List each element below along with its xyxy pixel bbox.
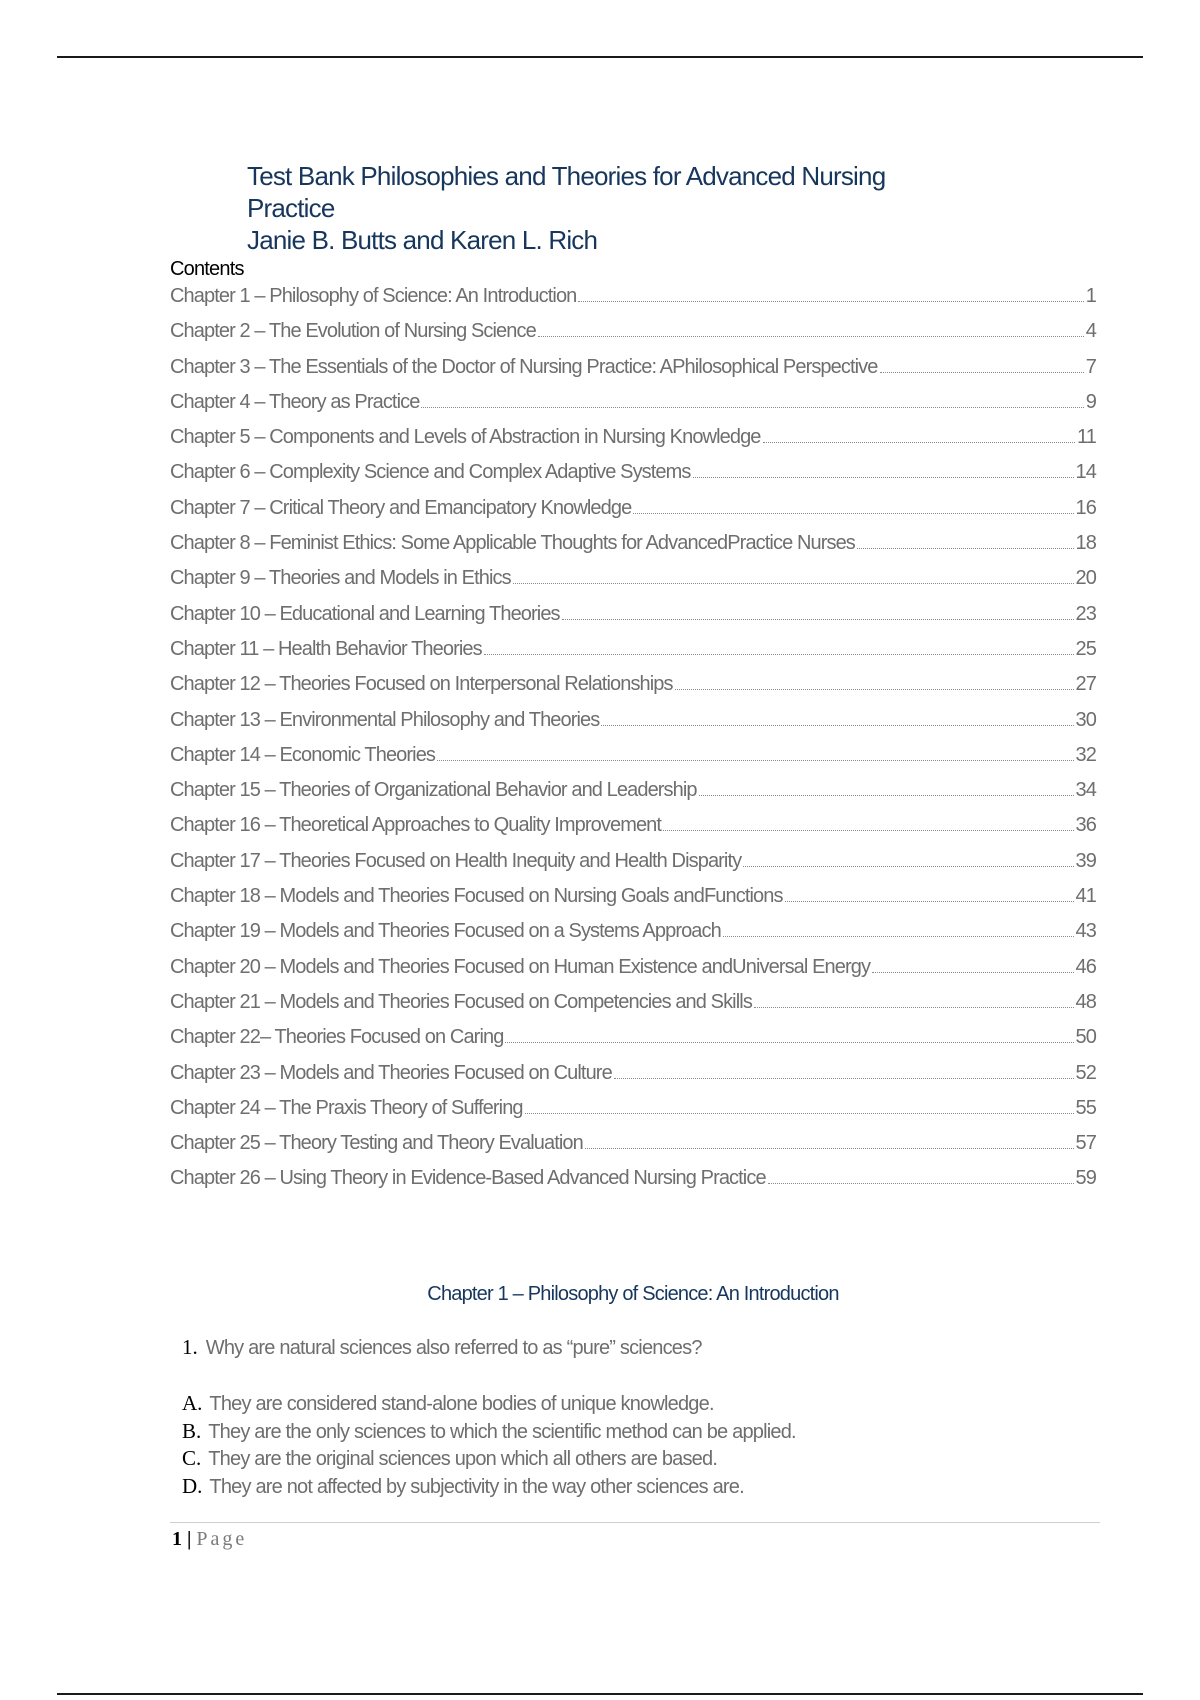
option-letter: D. xyxy=(182,1473,203,1498)
toc-entry-title: Chapter 15 – Theories of Organizational Behavior and Leadership xyxy=(170,779,697,802)
toc-entry[interactable] xyxy=(170,455,1096,490)
toc-dot-leader xyxy=(768,1182,1074,1184)
option-a[interactable] xyxy=(182,1390,1082,1418)
toc-entry-title: Chapter 2 – The Evolution of Nursing Science xyxy=(170,320,536,343)
toc-dot-leader xyxy=(505,1041,1073,1043)
toc-entry-page: 59 xyxy=(1075,1167,1096,1190)
option-letter: B. xyxy=(182,1418,202,1443)
toc-entry[interactable] xyxy=(170,773,1096,808)
page-label: Page xyxy=(196,1528,248,1550)
toc-entry-page: 43 xyxy=(1075,920,1096,943)
toc-entry[interactable] xyxy=(170,738,1096,773)
toc-entry[interactable] xyxy=(170,844,1096,879)
toc-entry-title: Chapter 6 – Complexity Science and Complex Adaptive Systems xyxy=(170,461,691,484)
toc-dot-leader xyxy=(857,547,1074,549)
toc-entry-title: Chapter 24 – The Praxis Theory of Suffering xyxy=(170,1096,523,1119)
toc-entry-title: Chapter 21 – Models and Theories Focused on Competencies and Skills xyxy=(170,990,752,1013)
toc-dot-leader xyxy=(614,1077,1074,1079)
toc-dot-leader xyxy=(513,582,1074,584)
answer-options xyxy=(182,1390,1082,1500)
toc-entry[interactable] xyxy=(170,914,1096,949)
title-line: Test Bank Philosophies and Theories for Advanced Nursing xyxy=(247,161,886,191)
toc-entry-page: 57 xyxy=(1075,1132,1096,1155)
chapter-heading: Chapter 1 – Philosophy of Science: An Introduction xyxy=(427,1283,839,1305)
toc-entry-page: 39 xyxy=(1075,849,1096,872)
toc-entry-page: 4 xyxy=(1085,320,1096,343)
toc-entry-title: Chapter 19 – Models and Theories Focused on a Systems Approach xyxy=(170,920,721,943)
document-title xyxy=(247,160,1007,256)
toc-dot-leader xyxy=(663,829,1073,831)
toc-dot-leader xyxy=(562,618,1074,620)
toc-entry-title: Chapter 18 – Models and Theories Focused on Nursing Goals andFunctions xyxy=(170,885,783,908)
toc-entry-page: 41 xyxy=(1075,885,1096,908)
toc-entry-page: 36 xyxy=(1075,814,1096,837)
toc-dot-leader xyxy=(754,1006,1074,1008)
question-number: 1. xyxy=(182,1335,198,1359)
toc-dot-leader xyxy=(437,759,1074,761)
toc-entry-title: Chapter 10 – Educational and Learning Theories xyxy=(170,602,560,625)
toc-entry[interactable] xyxy=(170,1126,1096,1161)
toc-entry[interactable] xyxy=(170,314,1096,349)
toc-entry[interactable] xyxy=(170,1056,1096,1091)
question-text: Why are natural sciences also referred to as “pure” sciences? xyxy=(205,1337,702,1359)
toc-entry-page: 34 xyxy=(1075,779,1096,802)
toc-dot-leader xyxy=(484,653,1074,655)
toc-entry[interactable] xyxy=(170,420,1096,455)
toc-entry-title: Chapter 17 – Theories Focused on Health Inequity and Health Disparity xyxy=(170,849,742,872)
toc-entry-title: Chapter 25 – Theory Testing and Theory Evaluation xyxy=(170,1132,583,1155)
toc-dot-leader xyxy=(578,300,1083,302)
toc-entry[interactable] xyxy=(170,950,1096,985)
toc-entry-title: Chapter 12 – Theories Focused on Interpersonal Relationships xyxy=(170,673,673,696)
toc-entry-page: 1 xyxy=(1085,285,1096,307)
toc-dot-leader xyxy=(421,406,1083,408)
toc-entry[interactable] xyxy=(170,385,1096,420)
toc-dot-leader xyxy=(538,335,1084,337)
toc-entry[interactable] xyxy=(170,526,1096,561)
option-c[interactable] xyxy=(182,1445,1082,1473)
authors-line: Janie B. Butts and Karen L. Rich xyxy=(247,225,598,255)
toc-entry-page: 14 xyxy=(1075,461,1096,484)
toc-entry-title: Chapter 13 – Environmental Philosophy and Theories xyxy=(170,708,600,731)
toc-entry-page: 7 xyxy=(1085,355,1096,378)
toc-dot-leader xyxy=(601,724,1073,726)
toc-entry[interactable] xyxy=(170,1161,1096,1196)
toc-entry-title: Chapter 3 – The Essentials of the Doctor of Nursing Practice: APhilosophical Perspective xyxy=(170,355,878,378)
toc-entry[interactable] xyxy=(170,1020,1096,1055)
toc-entry-title: Chapter 26 – Using Theory in Evidence-Based Advanced Nursing Practice xyxy=(170,1167,766,1190)
toc-entry-title: Chapter 5 – Components and Levels of Abstraction in Nursing Knowledge xyxy=(170,426,761,449)
toc-entry[interactable] xyxy=(170,667,1096,702)
toc-entry-page: 16 xyxy=(1075,496,1096,519)
toc-entry-title: Chapter 11 – Health Behavior Theories xyxy=(170,637,482,660)
toc-dot-leader xyxy=(723,935,1074,937)
contents-heading: Contents xyxy=(170,258,244,280)
title-line: Practice xyxy=(247,193,335,223)
bottom-rule xyxy=(57,1693,1143,1695)
toc-entry[interactable] xyxy=(170,279,1096,314)
toc-dot-leader xyxy=(585,1147,1074,1149)
page-number: 1 xyxy=(172,1528,182,1550)
option-text: They are the only sciences to which the scientific method can be applied. xyxy=(208,1420,796,1443)
page-footer xyxy=(172,1528,247,1551)
toc-dot-leader xyxy=(693,476,1074,478)
toc-entry-page: 30 xyxy=(1075,708,1096,731)
footer-rule xyxy=(170,1522,1100,1523)
toc-entry-title: Chapter 4 – Theory as Practice xyxy=(170,390,420,413)
toc-entry-page: 32 xyxy=(1075,743,1096,766)
toc-dot-leader xyxy=(633,512,1073,514)
toc-entry-title: Chapter 7 – Critical Theory and Emancipatory Knowledge xyxy=(170,496,632,519)
toc-entry-page: 52 xyxy=(1075,1061,1096,1084)
option-letter: C. xyxy=(182,1446,202,1470)
toc-entry-page: 55 xyxy=(1075,1096,1096,1119)
footer-separator: | xyxy=(187,1528,192,1550)
toc-entry-title: Chapter 23 – Models and Theories Focused on Culture xyxy=(170,1061,612,1084)
toc-entry-title: Chapter 9 – Theories and Models in Ethics xyxy=(170,567,511,590)
toc-dot-leader xyxy=(785,900,1074,902)
toc-entry[interactable] xyxy=(170,632,1096,667)
toc-entry[interactable] xyxy=(170,491,1096,526)
top-rule xyxy=(57,56,1143,58)
toc-entry[interactable] xyxy=(170,985,1096,1020)
toc-entry-page: 27 xyxy=(1075,673,1096,696)
toc-dot-leader xyxy=(675,688,1074,690)
toc-entry-page: 25 xyxy=(1075,637,1096,660)
option-text: They are considered stand-alone bodies of unique knowledge. xyxy=(209,1393,714,1415)
toc-entry[interactable] xyxy=(170,561,1096,596)
toc-dot-leader xyxy=(699,794,1074,796)
toc-entry[interactable] xyxy=(170,703,1096,738)
toc-entry-title: Chapter 1 – Philosophy of Science: An Introduction xyxy=(170,285,577,307)
toc-dot-leader xyxy=(743,865,1073,867)
toc-entry-title: Chapter 20 – Models and Theories Focused on Human Existence andUniversal Energy xyxy=(170,955,871,978)
toc-entry-title: Chapter 16 – Theoretical Approaches to Quality Improvement xyxy=(170,814,662,837)
option-d[interactable] xyxy=(182,1473,1082,1501)
option-b[interactable] xyxy=(182,1418,1082,1446)
toc-entry[interactable] xyxy=(170,879,1096,914)
toc-entry-page: 46 xyxy=(1075,955,1096,978)
toc-entry-page: 23 xyxy=(1075,602,1096,625)
toc-dot-leader xyxy=(880,371,1084,373)
toc-dot-leader xyxy=(872,971,1073,973)
toc-dot-leader xyxy=(763,441,1076,443)
option-text: They are the original sciences upon which all others are based. xyxy=(208,1448,718,1470)
toc-dot-leader xyxy=(525,1112,1074,1114)
toc-entry-title: Chapter 14 – Economic Theories xyxy=(170,743,436,766)
toc-entry-page: 48 xyxy=(1075,990,1096,1013)
toc-entry[interactable] xyxy=(170,808,1096,843)
toc-entry[interactable] xyxy=(170,350,1096,385)
toc-entry-page: 50 xyxy=(1075,1026,1096,1049)
option-text: They are not affected by subjectivity in the way other sciences are. xyxy=(209,1475,744,1498)
question-1 xyxy=(182,1335,1082,1360)
table-of-contents xyxy=(170,279,1096,1197)
toc-entry-page: 18 xyxy=(1075,532,1096,555)
option-letter: A. xyxy=(182,1391,203,1415)
toc-entry[interactable] xyxy=(170,597,1096,632)
toc-entry-title: Chapter 8 – Feminist Ethics: Some Applicable Thoughts for AdvancedPractice Nurses xyxy=(170,532,855,555)
toc-entry[interactable] xyxy=(170,1091,1096,1126)
toc-entry-page: 9 xyxy=(1085,390,1096,413)
toc-entry-page: 20 xyxy=(1075,567,1096,590)
toc-entry-page: 11 xyxy=(1077,426,1096,449)
toc-entry-title: Chapter 22– Theories Focused on Caring xyxy=(170,1026,504,1049)
